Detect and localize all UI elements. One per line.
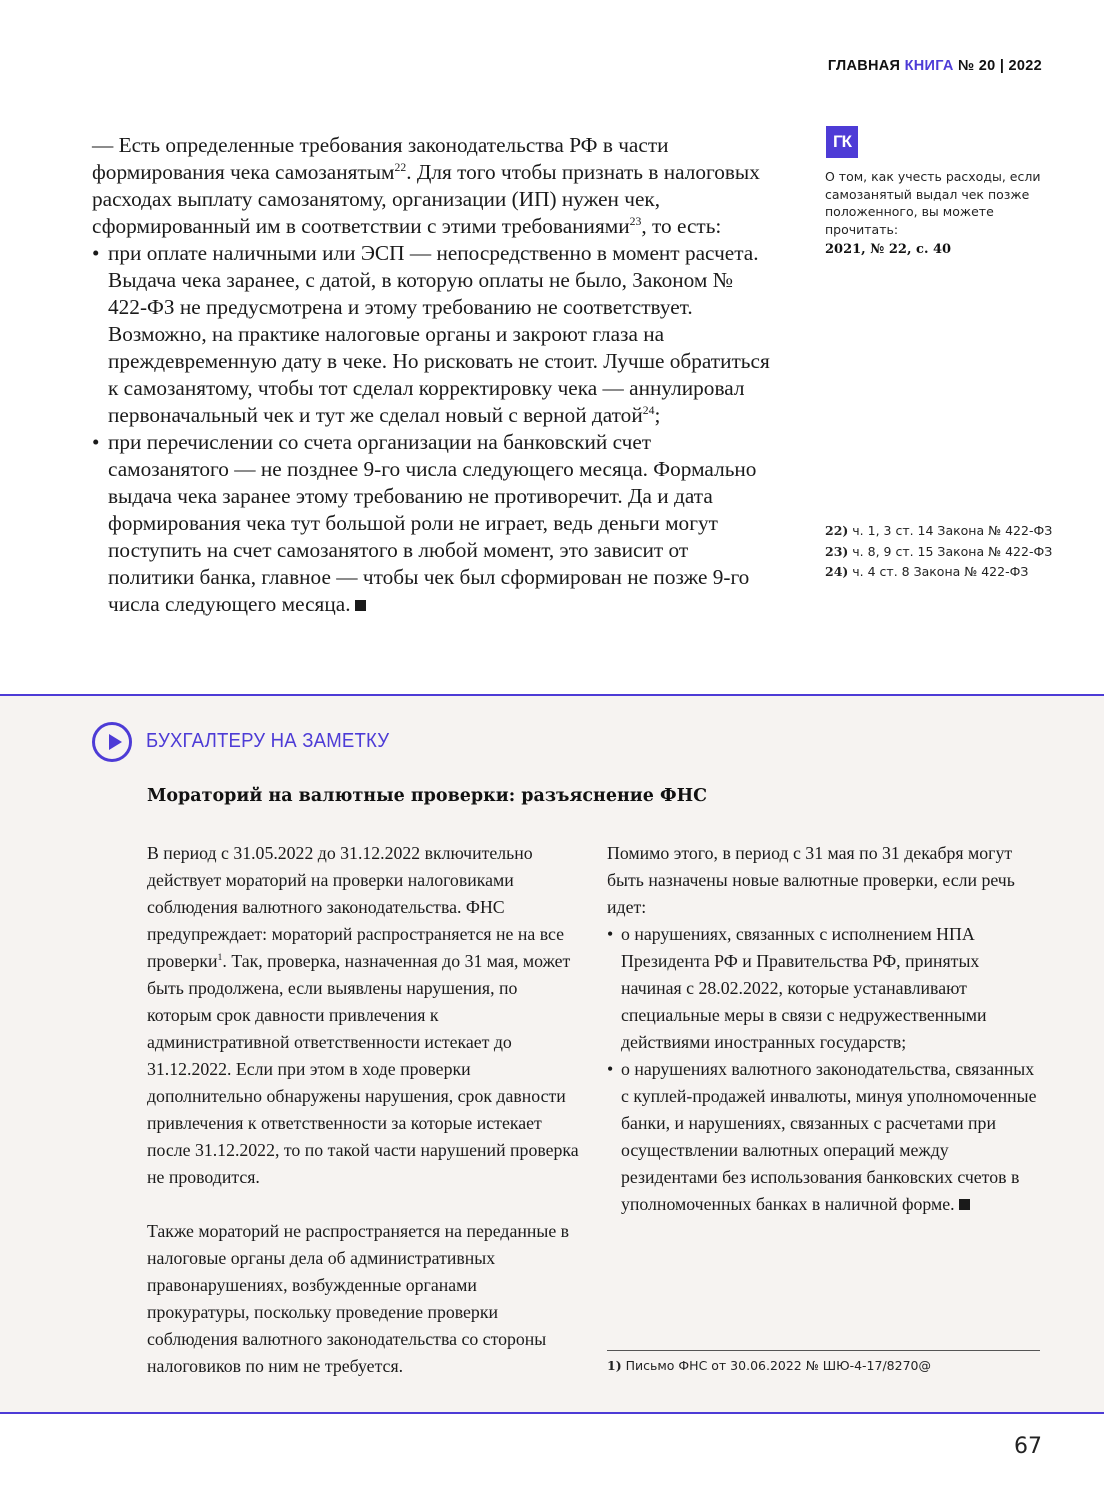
list-item: • при перечислении со счета организации на банковский счет самозанятого — не позднее 9-го числа следующего месяца. Формально выдача чека заранее этому требованию не противоречит. Да и дата формирования чека тут большой роли не играет, ведь деньги могут поступить на счет самозанятого в любой момент, это зависит от политики банка, главное — чтобы чек был сформирован не позже 9-го числа следующего месяца. (92, 429, 774, 618)
main-article-text (92, 132, 774, 618)
footnote-ref-22[interactable]: 22 (394, 160, 407, 174)
header-title-accent: КНИГА (904, 58, 954, 74)
footnotes (825, 522, 1055, 584)
footnote-ref-24[interactable]: 24 (642, 403, 655, 417)
list-item: • при оплате наличными или ЭСП — непосредственно в момент расчета. Выдача чека заранее, с датой, в которую оплаты не было, Законом № 422-ФЗ не предусмотрена и этому требованию не соответствует. Возможно, на практике налоговые органы и закроют глаза на преждевременную дату в чеке. Но рисковать не стоит. Лучше обратиться к самозанятому, чтобы тот сделал корректировку чека — аннулировал первоначальный чек и тут же сделал новый с верной датой$^{24}$; (92, 240, 774, 429)
header-issue: № 20 | 2022 (958, 58, 1042, 74)
box-section-label: БУХГАЛТЕРУ НА ЗАМЕТКУ (146, 730, 390, 752)
end-of-article-mark (959, 1199, 970, 1210)
footnote-item: 24) ч. 4 ст. 8 Закона № 422-ФЗ (825, 564, 1029, 579)
intro-paragraph: — Есть определенные требования законодательства РФ в части формирования чека самозанятым$^{22}$. Для того чтобы признать в налоговых расходах выплату самозанятому, организации (ИП) нужен чек, сформированный им в соответствии с этими требованиями$^{23}$, то есть: (92, 133, 760, 238)
page-number: 67 (1014, 1434, 1042, 1459)
box-footnote: 1) Письмо ФНС от 30.06.2022 № ШЮ-4-17/8270@ (607, 1358, 931, 1373)
play-icon (92, 722, 132, 762)
list-item: • о нарушениях валютного законодательства, связанных с куплей-продажей инвалюты, минуя уполномоченные банки, и нарушениях, связанных с расчетами при осуществлении валютных операций между резидентами без использования банковских счетов в уполномоченных банках в наличной форме. (607, 1056, 1043, 1218)
magazine-header (828, 58, 1042, 74)
violations-list (607, 921, 1043, 1218)
footnote-ref-23[interactable]: 23 (629, 214, 642, 228)
box-paragraph: Также мораторий не распространяется на переданные в налоговые органы дела об административных правонарушениях, возбужденные органами прокуратуры, поскольку проведение проверки соблюдения валютного законодательства со стороны налоговиков по ним не требуется. (147, 1221, 570, 1376)
footnote-ref-1[interactable]: 1 (217, 952, 223, 964)
box-paragraph: Помимо этого, в период с 31 мая по 31 декабря могут быть назначены новые валютные проверки, если речь идет: (607, 843, 1015, 917)
requirements-list (92, 240, 774, 618)
gk-logo: ГК (826, 126, 858, 158)
box-title: Мораторий на валютные проверки: разъяснение ФНС (147, 786, 708, 806)
box-paragraph: В период с 31.05.2022 до 31.12.2022 включительно действует мораторий на проверки налоговиками соблюдения валютного законодательства. ФНС предупреждает: мораторий распространяется не на все проверки$^1$. Так, проверка, назначенная до 31 мая, может быть продолжена, если выявлены нарушения, по которым срок давности привлечения к административной ответственности истекает до 31.12.2022. Если при этом в ходе проверки дополнительно обнаружены нарушения, срок давности привлечения к ответственности за которые истекает после 31.12.2022, то по такой части нарушений проверка не проводится. (147, 843, 579, 1187)
box-right-column (607, 840, 1043, 1218)
side-note: О том, как учесть расходы, если самозанятый выдал чек позже положенного, вы можете прочитать: (825, 169, 1041, 237)
end-of-article-mark (355, 600, 366, 611)
footnote-divider (607, 1350, 1040, 1351)
header-title-main: ГЛАВНАЯ (827, 58, 901, 74)
footnote-item: 23) ч. 8, 9 ст. 15 Закона № 422-ФЗ (825, 543, 1053, 559)
list-item: • о нарушениях, связанных с исполнением НПА Президента РФ и Правительства РФ, принятых начиная с 28.02.2022, которые устанавливают специальные меры в связи с недружественными действиями иностранных государств; (607, 921, 1043, 1056)
footnote-item: 22) ч. 1, 3 ст. 14 Закона № 422-ФЗ (825, 523, 1053, 538)
side-reference-link[interactable]: 2021, № 22, с. 40 (825, 242, 952, 257)
box-left-column (147, 840, 579, 1380)
